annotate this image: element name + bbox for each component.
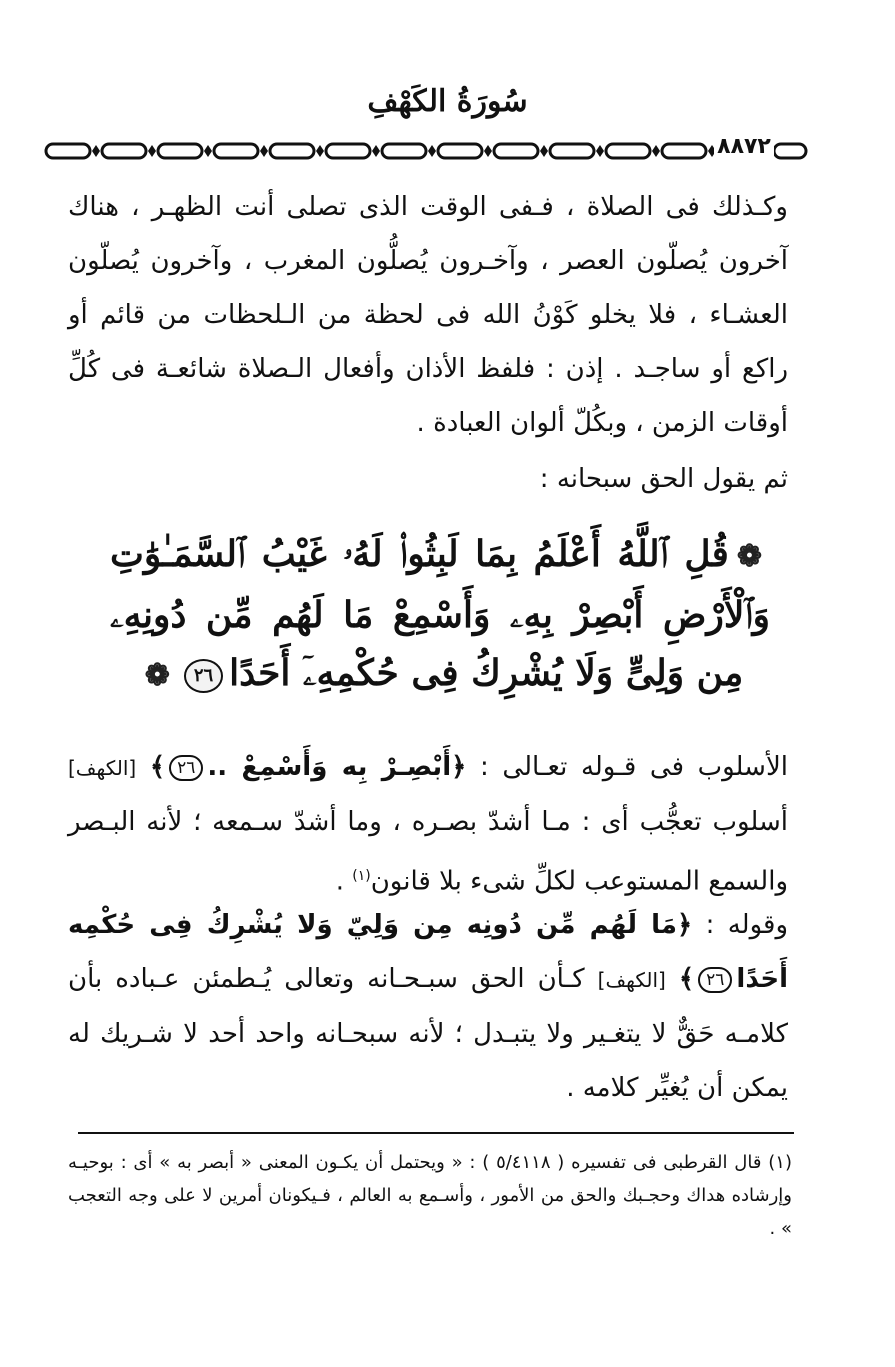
quran-verse-block (110, 525, 770, 705)
ornament-rule (40, 136, 810, 166)
verse-intro: ثم يقول الحق سبحانه : (539, 464, 788, 494)
para2-quote: ﴿أَبْصِـرْ بِه وَأَسْمِعْ .. (207, 752, 467, 782)
paragraph-prayer-times: وكـذلك فى الصلاة ، فـفى الوقت الذى تصلى أنت الظهـر ، هناك آخرون يُصلّون العصر ، وآخـرون يُصلُّون المغرب ، وآخرون يُصلّون العشـاء ، فلا يخلو كَوْنُ الله فى لحظة من الـلحظات من قائم أو راكع أو ساجـد . إذن : فلفظ الأذان وأفعال الـصلاة شائعـة فى كُلِّ أوقات الزمن ، وبكُلّ ألوان العبادة . (68, 192, 788, 438)
paragraph-style-explanation (68, 740, 788, 909)
footnote-divider (78, 1132, 794, 1134)
verse-text: قُلِ ٱللَّهُ أَعْلَمُ بِمَا لَبِثُوا۟ لَهُۥ غَيْبُ ٱلسَّمَـٰوَٰتِ وَٱلْأَرْضِ أَبْصِرْ بِهِۦ وَأَسْمِعْ مَا لَهُم مِّن دُونِهِۦ مِن وَلِىٍّ وَلَا يُشْرِكُ فِى حُكْمِهِۦٓ أَحَدًا (110, 533, 770, 694)
para2-quote-close: ﴾ (149, 752, 166, 782)
surah-title: سُورَةُ الكَهْفِ (367, 84, 528, 119)
paragraph-no-partner (68, 898, 788, 1115)
para2-ayah-number: ٢٦ (169, 755, 203, 781)
para3-quote: ﴿مَا لَهُم مِّن دُونِه مِن وَلِيّ وَلا يُشْرِكُ فِى حُكْمِه أَحَدًا (68, 910, 788, 994)
footnote: (١) قال القرطبى فى تفسيره ( ٥/٤١١٨ ) : « ويحتمل أن يكـون المعنى « أبصر به » أى : بوحيـه وإرشاده هداك وحجـبك والحق من الأمور ، وأسـمع به العالم ، فـيكونان أمرين لا على وجه التعجب » . (68, 1152, 792, 1239)
verse-close-ornament-icon: ❁ (144, 658, 170, 693)
para3-quote-close: ﴾ (678, 964, 695, 994)
para3-surah-ref: [الكهف] (597, 968, 666, 992)
para3-rest: كـأن الحق سبـحـانه وتعالى يُـطمئن عـباده بأن كلامـه حَقٌّ لا يتغـير ولا يتبـدل ؛ لأنه سبحـانه واحد أحد لا شـريك له يمكن أن يُغيِّر كلامه . (68, 964, 788, 1103)
para3-lead: وقوله : (705, 910, 789, 940)
para2-footnote-ref[interactable]: (١) (352, 868, 371, 884)
page-number: ٨٨٧٢ (714, 134, 774, 159)
para2-surah-ref: [الكهف] (68, 756, 137, 780)
para2-lead: الأسلوب فى قـوله تعـالى : (480, 752, 788, 782)
para3-ayah-number: ٢٦ (698, 967, 732, 993)
verse-open-ornament-icon: ❁ (736, 539, 762, 574)
ayah-number-marker: ٢٦ (184, 659, 223, 693)
para2-end: . (335, 866, 353, 897)
para2-rest: أسلوب تعجُّب أى : مـا أشدّ بصـره ، وما أشدّ سـمعه ؛ لأنه البـصر والسمع المستوعب لكلِّ شىء بلا قانون (68, 807, 788, 897)
